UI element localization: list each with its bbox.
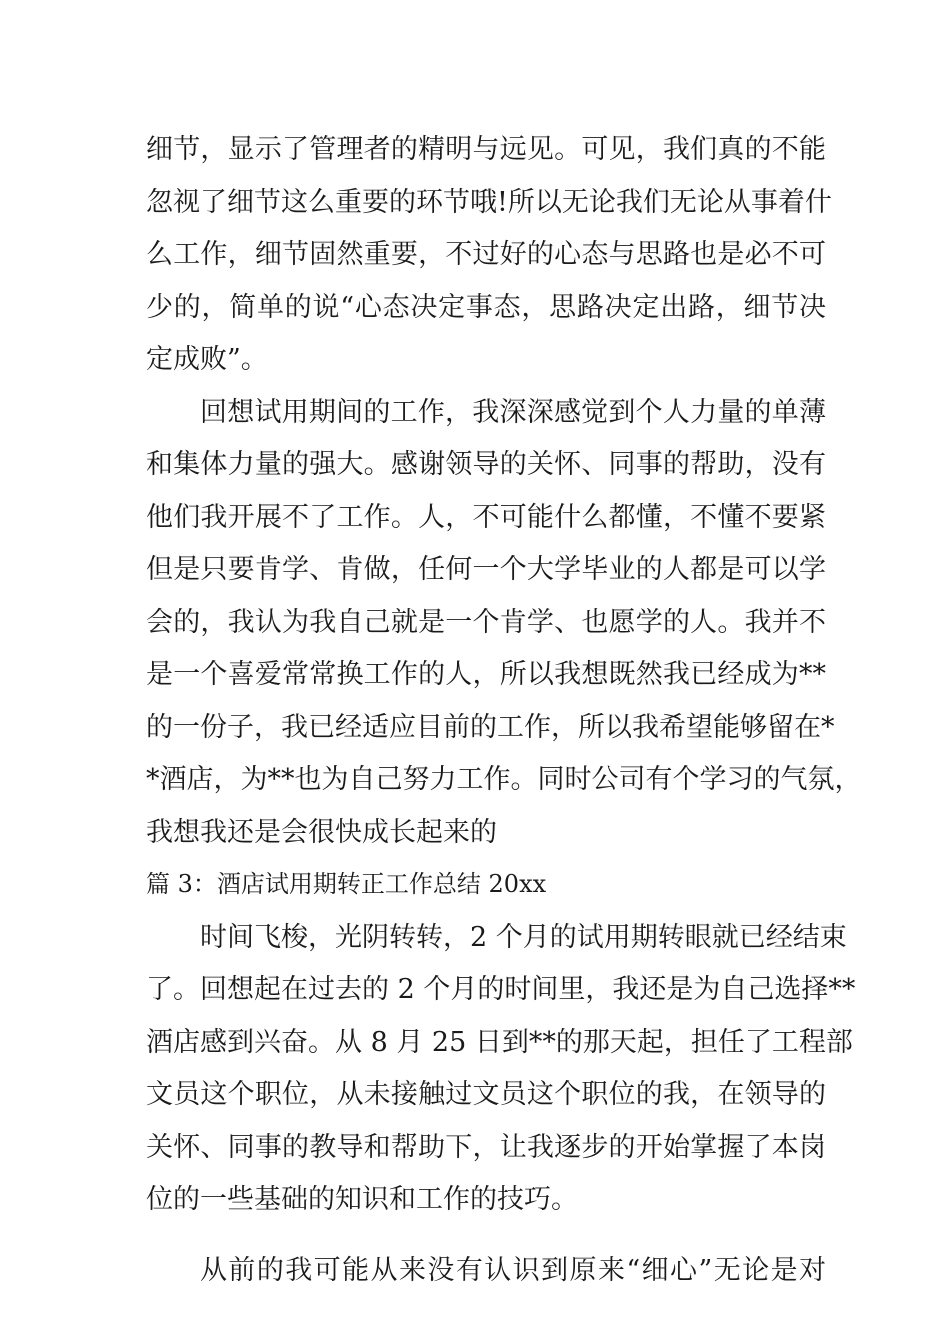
body-text-line: 酒店感到兴奋。从 8 月 25 日到**的那天起，担任了工程部: [146, 1027, 853, 1058]
body-text-line: 会的，我认为我自己就是一个肯学、也愿学的人。我并不: [146, 607, 826, 638]
body-text-line: 的一份子，我已经适应目前的工作，所以我希望能够留在*: [146, 712, 835, 743]
body-text-line: 细节，显示了管理者的精明与远见。可见，我们真的不能: [146, 134, 826, 165]
body-text-line: 他们我开展不了工作。人，不可能什么都懂，不懂不要紧: [146, 502, 826, 533]
body-text-line: 但是只要肯学、肯做，任何一个大学毕业的人都是可以学: [146, 554, 826, 585]
paragraph-first-line: 回想试用期间的工作，我深深感觉到个人力量的单薄: [200, 397, 826, 428]
body-text-line: 文员这个职位，从未接触过文员这个职位的我，在领导的: [146, 1079, 826, 1110]
body-text-line: 位的一些基础的知识和工作的技巧。: [146, 1184, 578, 1215]
body-text-line: 是一个喜爱常常换工作的人，所以我想既然我已经成为**: [146, 659, 826, 690]
paragraph-first-line: 时间飞梭，光阴转转，2 个月的试用期转眼就已经结束: [200, 922, 847, 953]
body-text-line: 关怀、同事的教导和帮助下，让我逐步的开始掌握了本岗: [146, 1132, 826, 1163]
body-text-line: 了。回想起在过去的 2 个月的时间里，我还是为自己选择**: [146, 974, 856, 1005]
body-text-line: 我想我还是会很快成长起来的: [146, 817, 497, 848]
body-text-line: 么工作，细节固然重要，不过好的心态与思路也是必不可: [146, 239, 826, 270]
body-text-line: 定成败”。: [146, 344, 268, 375]
body-text-line: 忽视了细节这么重要的环节哦!所以无论我们无论从事着什: [146, 187, 832, 218]
paragraph-first-line: 从前的我可能从来没有认识到原来“细心”无论是对: [200, 1255, 826, 1286]
section-heading: 篇 3：酒店试用期转正工作总结 20xx: [146, 870, 547, 898]
body-text-line: *酒店，为**也为自己努力工作。同时公司有个学习的气氛，: [146, 764, 862, 795]
body-text-line: 和集体力量的强大。感谢领导的关怀、同事的帮助，没有: [146, 449, 826, 480]
body-text-line: 少的，简单的说“心态决定事态，思路决定出路，细节决: [146, 292, 826, 323]
